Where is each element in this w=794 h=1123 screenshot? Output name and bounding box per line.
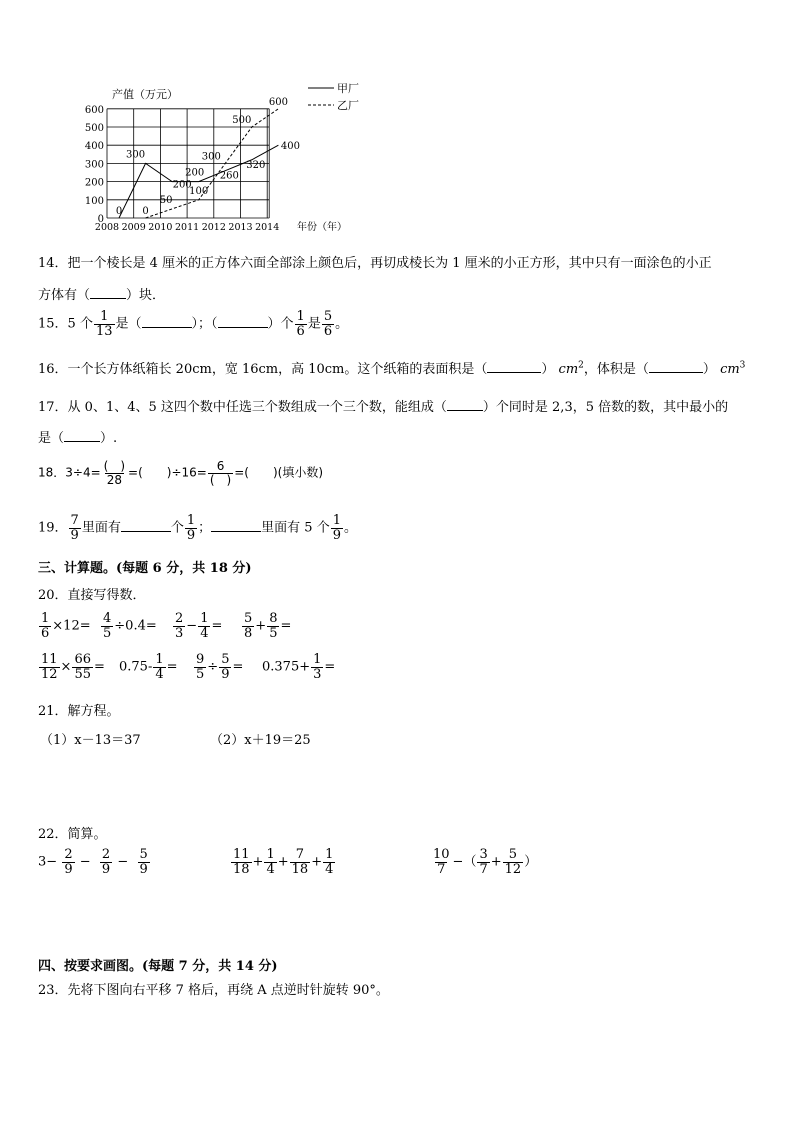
fraction <box>153 653 165 681</box>
q20-expr-8: 0.375+ $\frac{1}{3}$ = <box>262 652 336 682</box>
fraction <box>231 848 252 876</box>
fraction-numerator: 2 <box>64 847 73 862</box>
fraction <box>331 514 343 542</box>
fraction <box>69 514 81 542</box>
data-label-yi: 300 <box>201 151 221 163</box>
fraction <box>322 310 334 338</box>
fraction-numerator: 10 <box>433 847 450 862</box>
fraction <box>295 310 307 338</box>
question-21-title: 21．解方程。 <box>38 704 120 719</box>
data-label-jia: 0 <box>115 206 123 217</box>
x-tick-label: 2014 <box>255 222 280 233</box>
y-tick-label: 0 <box>97 214 104 225</box>
fraction <box>100 848 112 876</box>
fraction <box>173 612 185 640</box>
answer-blank[interactable] <box>211 531 261 532</box>
fraction-denominator: 4 <box>325 861 334 877</box>
question-14-line2: 方体有（ ）块． <box>38 288 166 303</box>
fraction-numerator: 6 <box>216 459 225 473</box>
legend-label-jia: 甲厂 <box>337 82 359 95</box>
question-16: 16．一个长方体纸箱长 20cm，宽 16cm，高 10cm。这个纸箱的表面积是（ ） $cm^2$，体积是（ ） $cm^3$ <box>38 360 746 377</box>
fraction-denominator: 9 <box>332 527 341 543</box>
question-14-line1: 14．把一个棱长是 4 厘米的正方体六面全部涂上颜色后，再切成棱长为 1 厘米的小正方形，其中只有一面涂色的小正 <box>38 256 712 271</box>
fraction-numerator: 1 <box>313 652 322 667</box>
data-label-yi: 600 <box>268 96 288 108</box>
data-label-yi: 100 <box>189 185 209 197</box>
q22-expr-3: $\frac{10}{7}$ −（ $\frac{3}{7}$ + $\frac{5}{12}$ ） <box>433 847 538 877</box>
section-4-heading: 四、按要求画图。(每题 7 分，共 14 分) <box>38 959 278 974</box>
x-tick-label: 2011 <box>175 222 200 233</box>
fraction <box>290 848 311 876</box>
fraction <box>39 612 51 640</box>
y-tick-label: 300 <box>84 159 104 171</box>
fraction-numerator: 2 <box>175 611 184 626</box>
q20-expr-7: $\frac{9}{5}$ ÷ $\frac{5}{9}$ = <box>196 652 244 682</box>
q20-expr-2: $\frac{4}{5}$ ÷0.4= <box>103 611 157 641</box>
chart-y-axis-label: 产值（万元） <box>112 88 178 101</box>
data-label-jia: 200 <box>185 167 205 179</box>
fraction-numerator: 1 <box>41 611 50 626</box>
fraction-numerator: 11 <box>233 847 250 862</box>
fraction-denominator: 3 <box>175 625 184 641</box>
question-19: 19． $\frac{7}{9}$ 里面有 个 $\frac{1}{9}$ ； 里面有 5 个 $\frac{1}{9}$ 。 <box>38 513 357 543</box>
data-label-jia: 320 <box>246 159 266 171</box>
y-tick-label: 400 <box>84 141 104 153</box>
fraction-denominator: 6 <box>323 323 333 339</box>
fraction-denominator: ( ) <box>209 472 232 487</box>
production-line-chart <box>80 76 370 236</box>
fraction <box>267 612 279 640</box>
data-label-yi: 0 <box>142 206 149 217</box>
fraction-denominator: 9 <box>70 527 79 543</box>
question-17-line2: 是（ ）. <box>38 431 118 446</box>
fraction-numerator: 11 <box>41 652 58 667</box>
fraction-denominator: 28 <box>106 472 122 487</box>
data-label-yi: 500 <box>232 115 252 126</box>
data-label-yi: 50 <box>159 194 173 206</box>
fraction-denominator: 6 <box>41 625 50 641</box>
fraction-denominator: 7 <box>437 861 446 877</box>
fraction-numerator: 9 <box>196 652 205 667</box>
x-tick-label: 2009 <box>121 222 146 233</box>
fraction <box>102 460 127 486</box>
answer-blank[interactable] <box>649 372 703 373</box>
fraction-denominator: 4 <box>155 666 164 682</box>
fraction <box>101 612 113 640</box>
fraction-denominator: 5 <box>103 625 112 641</box>
x-tick-label: 2012 <box>201 222 226 233</box>
fraction-numerator: 5 <box>508 847 518 862</box>
answer-blank[interactable] <box>142 327 192 328</box>
fraction-denominator: 8 <box>244 625 253 641</box>
y-tick-label: 600 <box>84 104 104 116</box>
q20-expr-5: $\frac{11}{12}$ × $\frac{66}{55}$ = <box>41 652 105 682</box>
fraction-numerator: 1 <box>296 309 305 324</box>
fraction <box>477 848 489 876</box>
fraction <box>194 653 206 681</box>
q21-equation-2: （2）x＋19＝25 <box>210 733 311 748</box>
fraction <box>138 848 150 876</box>
legend-label-yi: 乙厂 <box>337 99 359 112</box>
fraction-numerator: 1 <box>200 611 209 626</box>
fraction-denominator: 9 <box>101 861 111 877</box>
fraction-numerator: 1 <box>186 513 196 528</box>
fraction-denominator: 9 <box>64 861 73 877</box>
data-label-jia: 400 <box>280 141 300 153</box>
fraction-denominator: 18 <box>233 861 250 877</box>
x-tick-label: 2013 <box>228 222 253 233</box>
fraction-denominator: 55 <box>74 666 91 682</box>
fraction-denominator: 12 <box>504 861 522 877</box>
fraction-denominator: 6 <box>296 323 305 339</box>
fraction-denominator: 12 <box>41 666 58 682</box>
fraction-numerator: 7 <box>295 847 305 862</box>
fraction-numerator: 3 <box>479 847 488 862</box>
fraction-numerator: 1 <box>266 847 275 862</box>
fraction-numerator: 1 <box>155 652 164 667</box>
answer-blank[interactable] <box>64 441 100 442</box>
fraction <box>242 612 254 640</box>
chart-x-axis-label: 年份（年） <box>297 222 347 233</box>
fraction <box>39 653 60 681</box>
data-label-jia: 260 <box>219 170 239 182</box>
fraction-denominator: 3 <box>313 666 322 682</box>
fraction <box>264 848 276 876</box>
fraction-denominator: 4 <box>200 625 209 641</box>
fraction <box>323 848 335 876</box>
answer-blank[interactable] <box>121 531 171 532</box>
fraction-numerator: 7 <box>70 513 79 528</box>
fraction <box>185 514 197 542</box>
fraction-denominator: 9 <box>221 666 230 682</box>
fraction-denominator: 7 <box>479 861 488 877</box>
answer-blank[interactable] <box>487 372 541 373</box>
x-tick-label: 2008 <box>94 222 120 233</box>
y-tick-label: 200 <box>84 177 104 189</box>
chart-x-ticks <box>95 222 279 233</box>
fraction-numerator: 5 <box>244 611 253 626</box>
question-18: 18．3÷4= $\frac{( )}{28}$ =( )÷16= $\frac{6}{( )}$ =( )(填小数) <box>38 459 324 487</box>
fraction-numerator: 66 <box>74 652 91 667</box>
answer-blank[interactable] <box>90 298 126 299</box>
q20-expr-4: $\frac{5}{8}$ + $\frac{8}{5}$ = <box>244 611 292 641</box>
fraction-numerator: 5 <box>323 309 333 324</box>
data-label-jia: 300 <box>126 149 146 161</box>
fraction <box>503 848 524 876</box>
x-tick-label: 2010 <box>148 222 173 233</box>
fraction-denominator: 13 <box>95 323 113 339</box>
y-tick-label: 100 <box>84 195 104 207</box>
fraction-numerator: 1 <box>100 309 109 324</box>
q22-expr-2: $\frac{11}{18}$ + $\frac{1}{4}$ + $\frac{7}{18}$ + $\frac{1}{4}$ <box>233 847 334 877</box>
q22-expr-1: 3− $\frac{2}{9}$ − $\frac{2}{9}$ − $\frac{5}{9}$ <box>38 847 148 877</box>
fraction <box>198 612 210 640</box>
chart-y-ticks <box>85 105 104 225</box>
data-label-jia: 200 <box>172 179 192 191</box>
fraction-denominator: 5 <box>269 625 278 641</box>
fraction-numerator: 5 <box>139 847 148 862</box>
section-3-heading: 三、计算题。(每题 6 分，共 18 分) <box>38 561 252 576</box>
fraction-numerator: 2 <box>101 847 111 862</box>
fraction-numerator: 4 <box>103 611 112 626</box>
question-20-title: 20．直接写得数． <box>38 588 146 603</box>
fraction-numerator: 5 <box>221 652 230 667</box>
fraction-numerator: 1 <box>325 847 334 862</box>
chart-data-labels <box>116 97 300 217</box>
fraction-denominator: 4 <box>266 861 275 877</box>
question-23: 23．先将下图向右平移 7 格后，再绕 A 点逆时针旋转 90°。 <box>38 983 389 998</box>
fraction-numerator: ( ) <box>103 459 126 473</box>
answer-blank[interactable] <box>218 327 268 328</box>
fraction <box>219 653 231 681</box>
fraction <box>72 653 93 681</box>
fraction-numerator: 1 <box>332 513 341 528</box>
answer-blank[interactable] <box>447 410 483 411</box>
fraction-numerator: 8 <box>269 611 278 626</box>
fraction-denominator: 5 <box>196 666 205 682</box>
q20-expr-1: $\frac{1}{6}$ ×12= <box>41 611 91 641</box>
fraction <box>431 848 452 876</box>
question-22-title: 22．简算。 <box>38 827 107 842</box>
q20-expr-3: $\frac{2}{3}$ − $\frac{1}{4}$ = <box>175 611 223 641</box>
y-tick-label: 500 <box>84 123 104 134</box>
fraction-denominator: 18 <box>291 861 309 877</box>
q21-equation-1: （1）x－13＝37 <box>40 733 141 748</box>
chart-legend <box>308 82 359 112</box>
fraction-denominator: 9 <box>186 527 196 543</box>
fraction <box>208 460 233 486</box>
fraction-denominator: 9 <box>139 861 148 877</box>
fraction <box>62 848 74 876</box>
q20-expr-6: 0.75- $\frac{1}{4}$ = <box>119 652 178 682</box>
question-15: 15．5 个 $\frac{1}{13}$ 是（ ）；（ ）个 $\frac{1}{6}$ 是 $\frac{5}{6}$ 。 <box>38 309 349 339</box>
fraction <box>311 653 323 681</box>
question-17-line1: 17．从 0、1、4、5 这四个数中任选三个数组成一个三个数，能组成（ ）个同时是 2,3，5 倍数的数，其中最小的 <box>38 400 729 415</box>
fraction <box>94 310 115 338</box>
